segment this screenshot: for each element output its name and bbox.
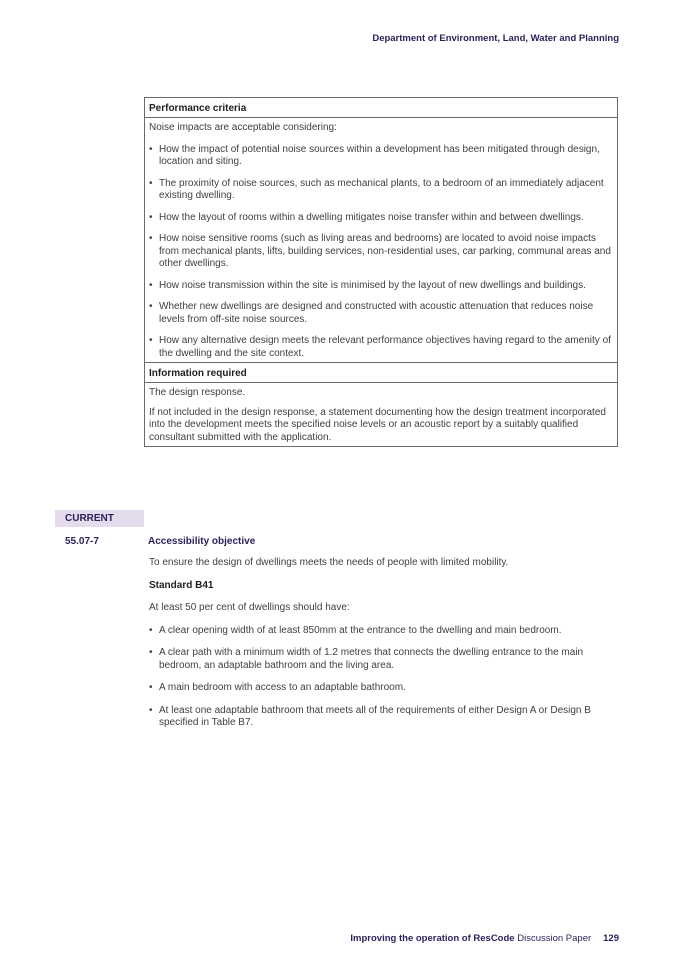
performance-content xyxy=(145,118,617,362)
standard-heading: Standard B41 xyxy=(149,579,214,591)
clause-number: 55.07-7 xyxy=(65,536,99,547)
standard-list xyxy=(149,625,621,730)
list-item: • How noise transmission within the site is minimised by the layout of new dwellings and buildings. xyxy=(149,280,613,293)
footer-title-bold: Improving the operation of ResCode xyxy=(350,933,515,944)
list-item: • At least one adaptable bathroom that meets all of the requirements of either Design A or Design B specified in Table B7. xyxy=(149,705,621,730)
list-item: • A main bedroom with access to an adaptable bathroom. xyxy=(149,682,621,695)
list-item: • Whether new dwellings are designed and constructed with acoustic attenuation that reduces noise levels from off-site noise sources. xyxy=(149,301,613,326)
clause-title: Accessibility objective xyxy=(148,536,256,547)
performance-table xyxy=(144,97,618,447)
page-footer xyxy=(350,933,619,944)
information-para: If not included in the design response, a statement documenting how the design treatment incorporated into the development meets the specified noise levels or an acoustic report by a suitably qualified consultant submitted with the application. xyxy=(149,406,606,443)
list-item: • How any alternative design meets the relevant performance objectives having regard to the amenity of the dwelling and the site context. xyxy=(149,335,613,360)
performance-heading: Performance criteria xyxy=(145,98,617,118)
list-item: • How noise sensitive rooms (such as living areas and bedrooms) are located to avoid noise impacts from mechanical plants, lifts, building services, non-residential uses, car parking, communal areas and other dwellings. xyxy=(149,233,613,271)
list-item: • A clear opening width of at least 850mm at the entrance to the dwelling and main bedroom. xyxy=(149,625,621,638)
list-item: • A clear path with a minimum width of 1.2 metres that connects the dwelling entrance to the main bedroom, an adaptable bathroom and the living area. xyxy=(149,647,621,672)
page-number: 129 xyxy=(603,933,619,944)
standard-intro: At least 50 per cent of dwellings should have: xyxy=(149,602,350,613)
list-item: • The proximity of noise sources, such as mechanical plants, to a bedroom of an immediately adjacent existing dwelling. xyxy=(149,178,613,203)
footer-title-rest: Discussion Paper xyxy=(514,933,592,944)
clause-body xyxy=(149,557,621,740)
information-content xyxy=(145,383,617,446)
page-header: Department of Environment, Land, Water and Planning xyxy=(372,33,619,44)
performance-intro: Noise impacts are acceptable considering: xyxy=(149,122,337,133)
objective-text: To ensure the design of dwellings meets the needs of people with limited mobility. xyxy=(149,557,509,568)
list-item: • How the layout of rooms within a dwelling mitigates noise transfer within and between dwellings. xyxy=(149,212,613,225)
current-tag: CURRENT xyxy=(55,510,144,527)
information-heading: Information required xyxy=(145,362,617,383)
information-para: The design response. xyxy=(149,387,246,398)
performance-list xyxy=(149,144,613,361)
list-item: • How the impact of potential noise sources within a development has been mitigated through design, location and siting. xyxy=(149,144,613,169)
